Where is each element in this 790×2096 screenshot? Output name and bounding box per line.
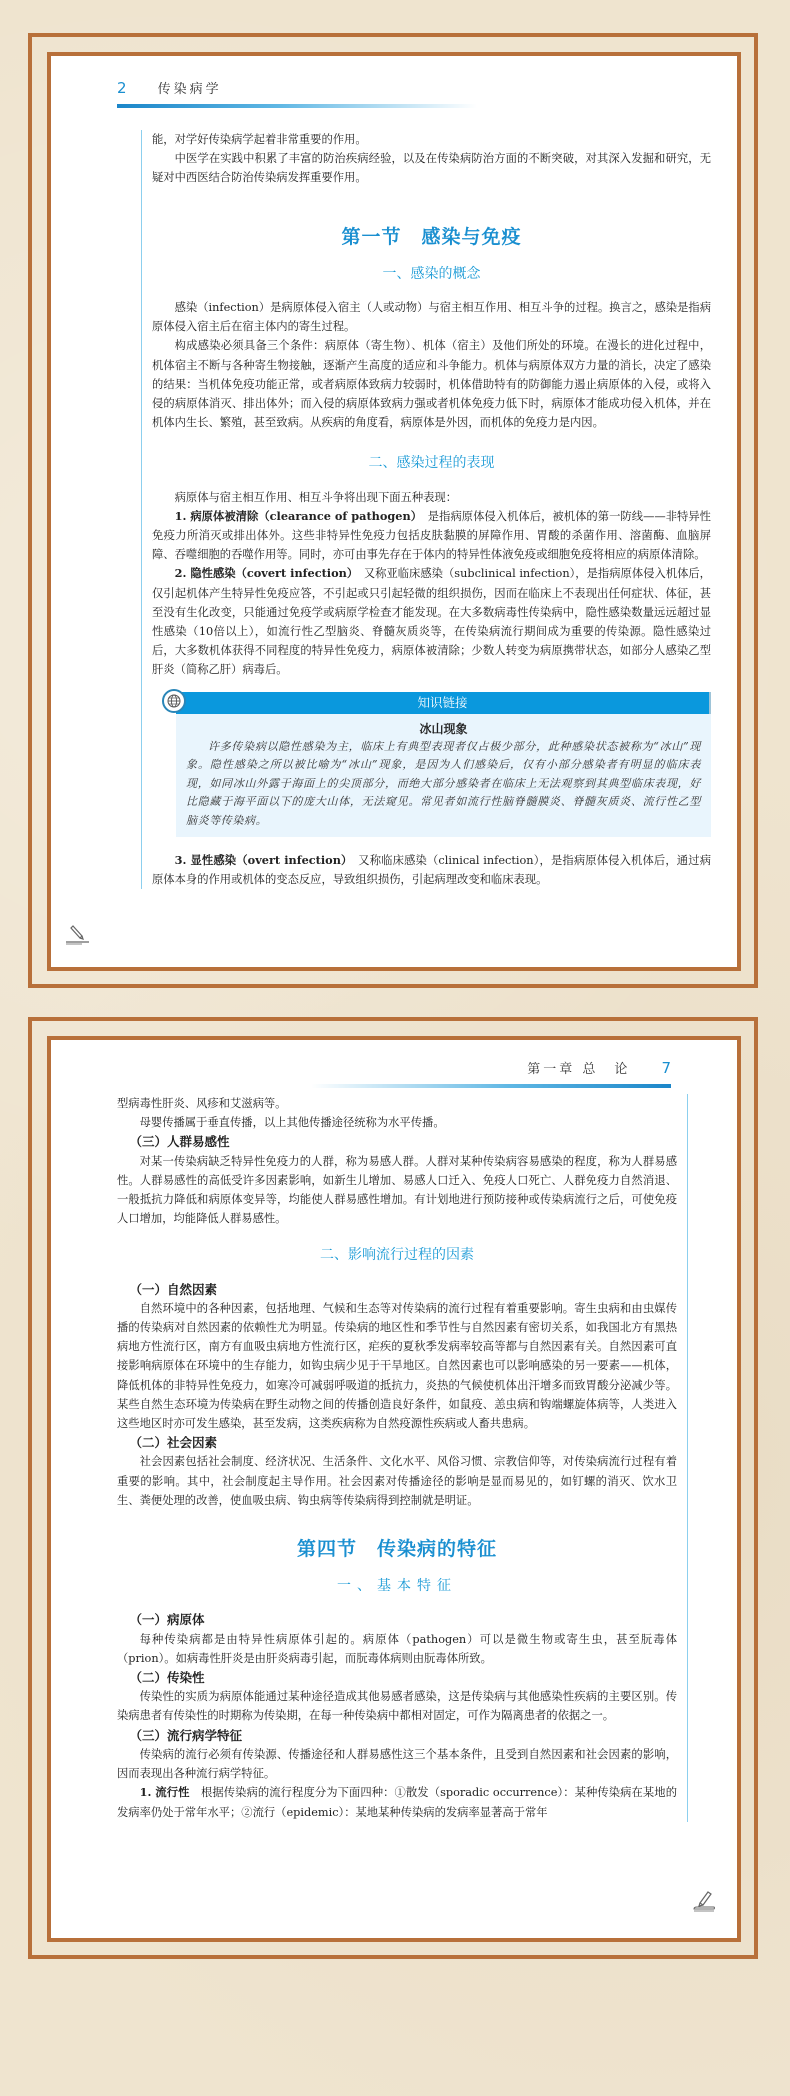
knowledge-title: 冰山现象 <box>419 721 468 736</box>
page-body <box>117 1094 688 1822</box>
section-title: 第一节 感染与免疫 <box>341 225 522 248</box>
term: 2. 隐性感染（covert infection） <box>174 566 353 581</box>
paragraph: 每种传染病都是由特异性病原体引起的。病原体（pathogen）可以是微生物或寄生虫，甚至朊毒体（prion）。如病毒性肝炎是由肝炎病毒引起，而朊毒体病则由朊毒体所致。 <box>117 1632 677 1665</box>
list-item <box>152 507 711 565</box>
page-body <box>141 130 711 889</box>
paragraph: 型病毒性肝炎、风疹和艾滋病等。 <box>117 1097 287 1110</box>
page-number: 2 <box>117 79 127 97</box>
subsection-title: 二、感染过程的表现 <box>368 455 495 472</box>
paragraph: 自然环境中的各种因素，包括地理、气候和生态等对传染病的流行过程有着重要影响。寄生虫病和由虫媒传播的传染病对自然因素的依赖性尤为明显。传染病的地区性和季节性与自然因素有密切关系，如我国北方有黑热病地方性流行区，南方有血吸虫病地方性流行区，疟疾的夏秋季发病率较高等都与自然因素有关。自然因素可直接影响病原体在环境中的生存能力，如钩虫病少见于干旱地区。自然因素也可以影响感染的另一要素——机体，降低机体的非特异性免疫力，如寒冷可减弱呼吸道的抵抗力，炎热的气候使机体出汗增多而致胃酸分泌减少等。某些自然生态环境为传染病在野生动物之间的传播创造良好条件，如鼠疫、恙虫病和钩端螺旋体病等，人类进入这些地区时亦可发生感染，甚至发病，这类疾病称为自然疫源性疾病或人畜共患病。 <box>117 1301 677 1431</box>
page-number: 7 <box>661 1059 671 1077</box>
globe-icon <box>162 689 186 713</box>
heading: （三）流行病学特征 <box>129 1727 243 1743</box>
subsection-title: 一、感染的概念 <box>382 265 481 282</box>
list-item <box>152 851 711 889</box>
list-item <box>117 1783 677 1821</box>
paragraph: 传染性的实质为病原体能通过某种途径造成其他易感者感染，这是传染病与其他感染性疾病的主要区别。传染病患者有传染性的时期称为传染期，在每一种传染病中都相对固定，可作为隔离患者的依据之一。 <box>117 1690 677 1723</box>
running-header <box>311 1058 671 1092</box>
paragraph: 感染（infection）是病原体侵入宿主（人或动物）与宿主相互作用、相互斗争的过程。换言之，感染是指病原体侵入宿主后在宿主体内的寄生过程。 <box>152 301 711 334</box>
running-header <box>117 78 477 112</box>
paragraph: 构成感染必须具备三个条件：病原体（寄生物）、机体（宿主）及他们所处的环境。在漫长的进化过程中，机体宿主不断与各种寄生物接触，逐渐产生高度的适应和斗争能力。机体与病原体双方力量的消长，决定了感染的结果：当机体免疫功能正常，或者病原体致病力较弱时，机体借助特有的防御能力遏止病原体的入侵，或将入侵的病原体消灭、排出体外；而入侵的病原体致病力强或者机体免疫力低下时，病原体才能成功侵入机体，并在机体内生长、繁殖，甚至致病。从疾病的角度看，病原体是外因，而机体的免疫力是内因。 <box>152 339 711 430</box>
page-panel-2 <box>47 1036 741 1942</box>
section-title: 第四节 传染病的特征 <box>296 1538 497 1561</box>
heading: （三）人群易感性 <box>129 1134 230 1150</box>
page-frame-2 <box>28 1017 758 1959</box>
list-item <box>152 564 711 679</box>
term-text: 是指病原体侵入机体后，被机体的第一防线——非特异性免疫力所消灭或排出体外。这些非特异性免疫力包括皮肤黏膜的屏障作用、胃酸的杀菌作用、溶菌酶、血脑屏障、吞噬细胞的吞噬作用等。同时，亦可由事先存在于体内的特异性体液免疫或细胞免疫将相应的病原体清除。 <box>152 509 711 562</box>
paragraph: 传染病的流行必须有传染源、传播途径和人群易感性这三个基本条件，且受到自然因素和社会因素的影响，因而表现出各种流行病学特征。 <box>117 1747 677 1781</box>
chapter-title: 第一章 总 论 <box>527 1062 631 1077</box>
header-rule <box>311 1084 671 1088</box>
paragraph: 病原体与宿主相互作用、相互斗争将出现下面五种表现： <box>174 490 458 504</box>
knowledge-link-body <box>176 714 711 837</box>
paragraph: 中医学在实践中积累了丰富的防治疾病经验，以及在传染病防治方面的不断突破，对其深入发掘和研究，无疑对中西医结合防治传染病发挥重要作用。 <box>152 152 711 185</box>
term: 1. 病原体被清除（clearance of pathogen） <box>174 508 417 523</box>
note-pen-icon[interactable] <box>65 923 91 947</box>
heading: （一）自然因素 <box>129 1281 218 1297</box>
page-panel-1 <box>47 52 741 971</box>
paragraph: 能，对学好传染病学起着非常重要的作用。 <box>152 133 367 146</box>
note-pen-icon[interactable] <box>691 1890 717 1914</box>
term-text: 又称亚临床感染（subclinical infection），是指病原体侵入机体后，仅引起机体产生特异性免疫应答，不引起或只引起轻微的组织损伤，因而在临床上不表现出任何症状、体征，甚至没有生化改变，只能通过免疫学或病原学检查才能发现。在大多数病毒性传染病中，隐性感染数量远远超过显性感染（10倍以上），如流行性乙型脑炎、脊髓灰质炎等，在传染病流行期间成为重要的传染源。隐性感染过后，大多数机体获得不同程度的特异性免疫力，病原体被清除；少数人转变为病原携带状态，如部分人感染乙型肝炎（简称乙肝）病毒后。 <box>152 567 711 677</box>
heading: （一）病原体 <box>129 1612 205 1628</box>
book-title: 传染病学 <box>157 82 222 97</box>
term-text: 又称临床感染（clinical infection），是指病原体侵入机体后，通过病原体本身的作用或机体的变态反应，导致组织损伤，引起病理改变和临床表现。 <box>152 853 711 886</box>
heading: （二）社会因素 <box>129 1435 218 1451</box>
page-frame-1 <box>28 33 758 988</box>
paragraph: 对某一传染病缺乏特异性免疫力的人群，称为易感人群。人群对某种传染病容易感染的程度，称为人群易感性。人群易感性的高低受许多因素影响，如新生儿增加、易感人口迁入、免疫人口死亡、人群免疫力自然消退、一般抵抗力降低和病原体变异等，均能使人群易感性增加。有计划地进行预防接种或传染病流行之后，可使免疫人口增加，均能降低人群易感性。 <box>117 1154 677 1226</box>
knowledge-text: 许多传染病以隐性感染为主，临床上有典型表现者仅占极少部分，此种感染状态被称为“冰山”现象。隐性感染之所以被比喻为“冰山”现象，是因为人们感染后，仅有小部分感染者有明显的临床表现，如同冰山外露于海面上的尖顶部分，而绝大部分感染者在临床上无法观察到其典型临床表现，好比隐藏于海平面以下的庞大山体，无法窥见。常见者如流行性脑脊髓膜炎、脊髓灰质炎、流行性乙型脑炎等传染病。 <box>186 739 701 828</box>
knowledge-link-box <box>162 692 711 837</box>
subsection-title: 二、影响流行过程的因素 <box>320 1247 474 1264</box>
knowledge-link-label: 知识链接 <box>176 692 711 714</box>
term-text: 根据传染病的流行程度分为下面四种：①散发（sporadic occurrence）：某种传染病在某地的发病率仍处于常年水平；②流行（epidemic）：某地某种传染病的发病率显著高于常年 <box>117 1786 677 1819</box>
term: 3. 显性感染（overt infection） <box>174 852 347 867</box>
term: 1. 流行性 <box>139 1785 190 1800</box>
paragraph: 社会因素包括社会制度、经济状况、生活条件、文化水平、风俗习惯、宗教信仰等，对传染病流行过程有着重要的影响。其中，社会制度起主导作用。社会因素对传播途径的影响是显而易见的，如钉螺的消灭、饮水卫生、粪便处理的改善，使血吸虫病、钩虫病等传染病得到控制就是明证。 <box>117 1455 677 1507</box>
header-rule <box>117 104 477 108</box>
heading: （二）传染性 <box>129 1670 205 1686</box>
subsection-title: 一、基本特征 <box>337 1578 457 1595</box>
paragraph: 母婴传播属于垂直传播，以上其他传播途径统称为水平传播。 <box>139 1116 445 1130</box>
